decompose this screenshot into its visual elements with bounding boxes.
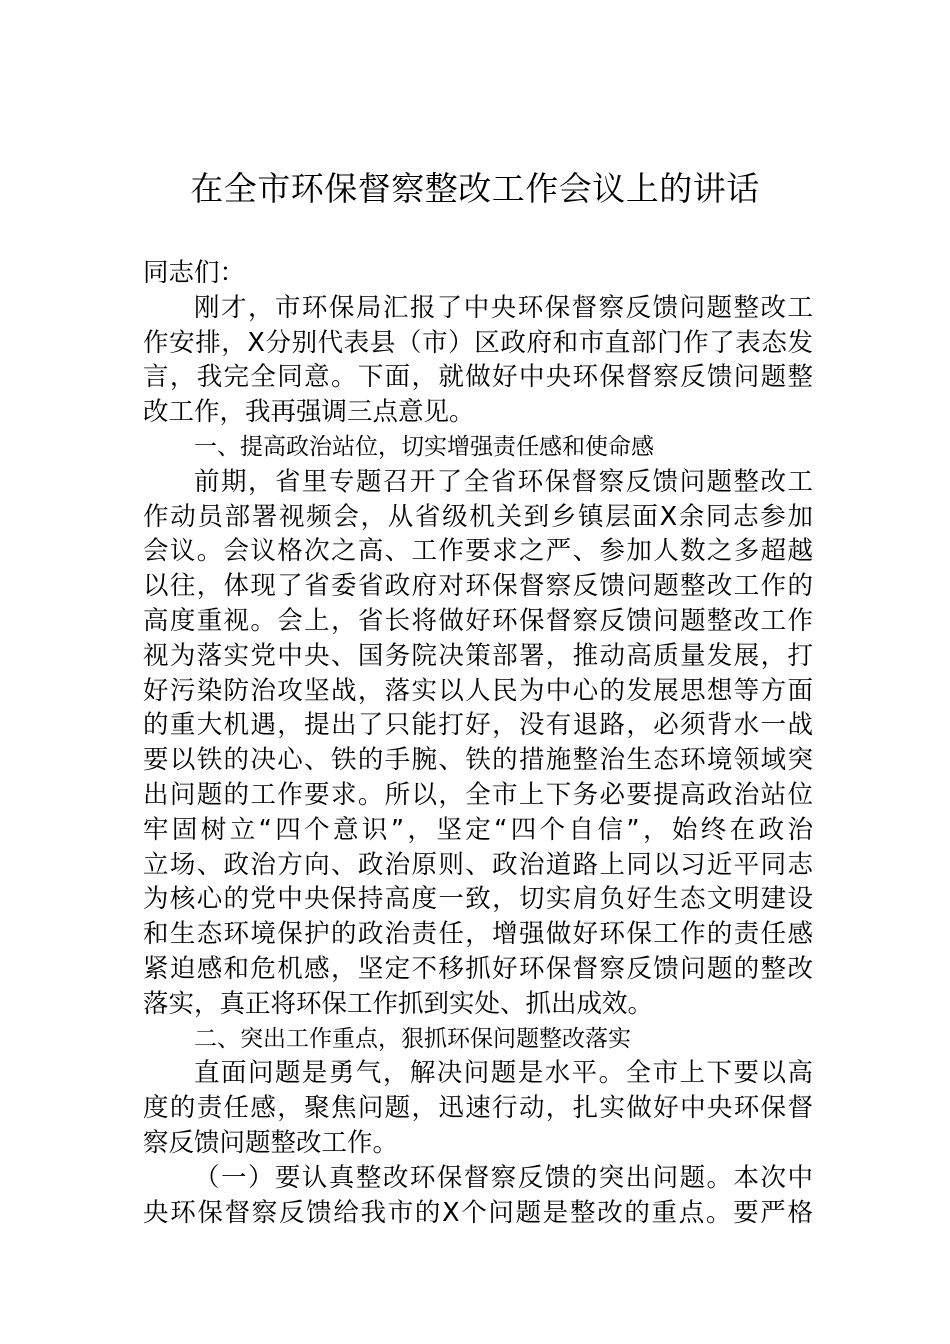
paragraph-line: 要以铁的决心、铁的手腕、铁的措施整治生态环境领域突: [143, 745, 813, 776]
paragraph-line: 为核心的党中央保持高度一致，切实肩负好生态文明建设: [143, 884, 813, 915]
paragraph-line: 的重大机遇，提出了只能打好，没有退路，必须背水一战: [143, 710, 813, 741]
paragraph-line: （一）要认真整改环保督察反馈的突出问题。本次中: [194, 1162, 813, 1193]
document-title: 在全市环保督察整改工作会议上的讲话: [190, 169, 760, 208]
paragraph-line: 和生态环境保护的政治责任，增强做好环保工作的责任感: [143, 919, 813, 950]
paragraph-line: 察反馈问题整改工作。: [143, 1127, 399, 1158]
paragraph-line: 作动员部署视频会，从省级机关到乡镇层面X余同志参加: [143, 501, 813, 532]
paragraph-line: 直面问题是勇气，解决问题是水平。全市上下要以高: [194, 1058, 813, 1089]
document-body: [143, 256, 813, 1230]
paragraph-line: 好污染防治攻坚战，落实以人民为中心的发展思想等方面: [143, 675, 813, 706]
paragraph-line: 紧迫感和危机感，坚定不移抓好环保督察反馈问题的整改: [143, 953, 813, 984]
paragraph-line: 立场、政治方向、政治原则、政治道路上同以习近平同志: [143, 849, 813, 880]
paragraph-line: 落实，真正将环保工作抓到实处、抓出成效。: [143, 988, 654, 1019]
paragraph-line: 以往，体现了省委省政府对环保督察反馈问题整改工作的: [143, 571, 813, 602]
paragraph-line: 牢固树立“四个意识”，坚定“四个自信”，始终在政治: [143, 814, 813, 845]
paragraph-line: 前期，省里专题召开了全省环保督察反馈问题整改工: [194, 466, 813, 497]
section-heading: 二、突出工作重点，狠抓环保问题整改落实: [194, 1025, 631, 1052]
paragraph-line: 改工作，我再强调三点意见。: [143, 397, 475, 428]
paragraph-line: 高度重视。会上，省长将做好环保督察反馈问题整改工作: [143, 605, 813, 636]
paragraph-line: 作安排，X分别代表县（市）区政府和市直部门作了表态发: [143, 327, 813, 358]
section-heading: 一、提高政治站位，切实增强责任感和使命感: [194, 433, 654, 460]
paragraph-line: 央环保督察反馈给我市的X个问题是整改的重点。要严格: [143, 1197, 813, 1228]
salutation: 同志们：: [143, 258, 246, 288]
paragraph-line: 度的责任感，聚焦问题，迅速行动，扎实做好中央环保督: [143, 1093, 813, 1124]
paragraph-line: 刚才，市环保局汇报了中央环保督察反馈问题整改工: [194, 292, 813, 323]
paragraph-line: 会议。会议格次之高、工作要求之严、参加人数之多超越: [143, 536, 813, 567]
paragraph-line: 出问题的工作要求。所以，全市上下务必要提高政治站位: [143, 779, 813, 810]
paragraph-line: 言，我完全同意。下面，就做好中央环保督察反馈问题整: [143, 362, 813, 393]
paragraph-line: 视为落实党中央、国务院决策部署，推动高质量发展，打: [143, 640, 813, 671]
